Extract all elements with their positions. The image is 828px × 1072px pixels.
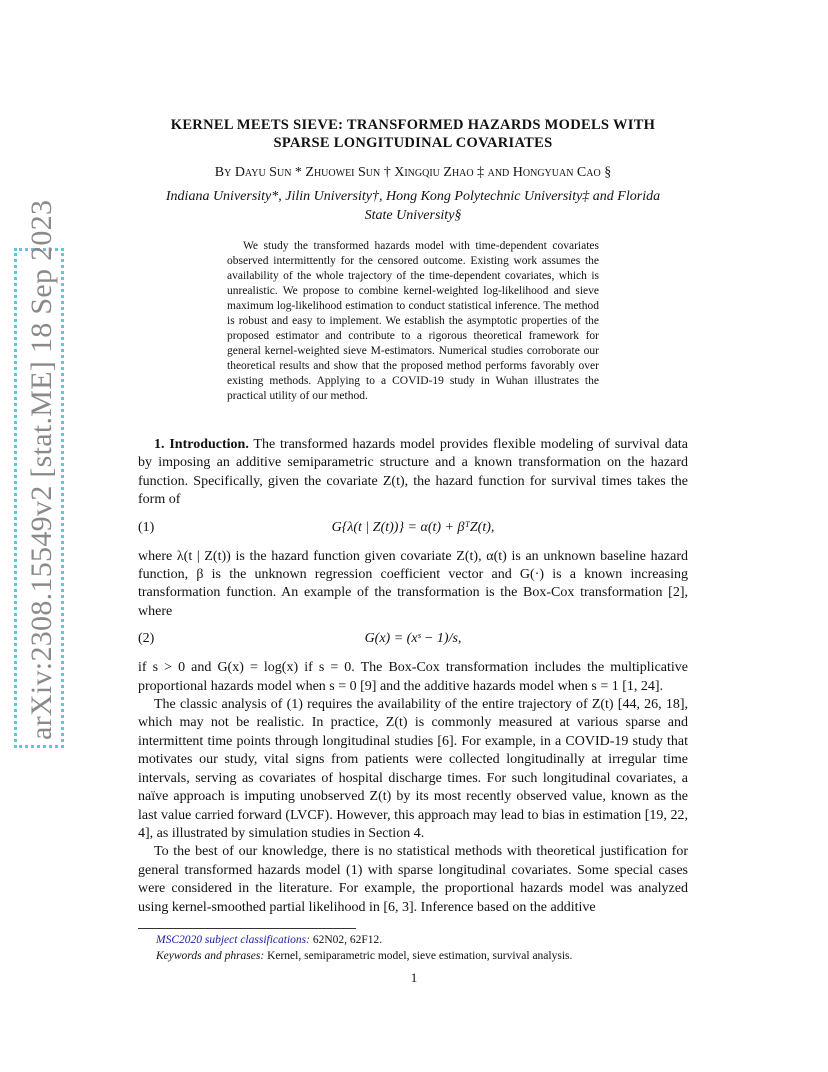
footnote-msc (156, 934, 382, 946)
affiliations: Indiana University*, Jilin University†, Hong Kong Polytechnic University‡ and Florida State University§ (165, 189, 661, 223)
paragraph-2: where λ(t | Z(t)) is the hazard function given covariate Z(t), α(t) is an unknown baseline hazard function, β is the unknown regression coefficient vector and G(·) is a known increasing transformation function. An example of the transformation is the Box-Cox transformation [2], where (138, 548, 688, 619)
arxiv-identifier[interactable]: arXiv:2308.15549v2 [stat.ME] 18 Sep 2023 (25, 199, 58, 740)
keywords-value: Kernel, semiparametric model, sieve estimation, survival analysis. (267, 950, 573, 962)
authors: By Dayu Sun * Zhuowei Sun † Xingqiu Zhao ‡ and Hongyuan Cao § (214, 165, 612, 180)
paper-title (138, 116, 688, 152)
page-number: 1 (410, 970, 418, 985)
msc-link[interactable]: MSC2020 subject classifications: (156, 934, 310, 946)
footnote-keywords (156, 950, 572, 962)
intro-paragraph (138, 436, 688, 510)
equation-2-number: (2) (138, 631, 155, 647)
title-line-2: SPARSE LONGITUDINAL COVARIATES (273, 135, 553, 151)
equation-2 (138, 621, 688, 659)
abstract: We study the transformed hazards model with time-dependent covariates observed intermittently for the censored outcome. Existing work assumes the availability of the whole trajectory of the time-dependent covariates, which is unrealistic. We propose to combine kernel-weighted log-likelihood and sieve maximum log-likelihood estimation to conduct statistical inference. The method is robust and easy to implement. We establish the asymptotic properties of the proposed estimator and contribute to a rigorous theoretical framework for general kernel-weighted sieve M-estimators. Numerical studies corroborate our theoretical results and show that the proposed method performs favorably over existing methods. Applying to a COVID-19 study in Wuhan illustrates the practical utility of our method. (227, 240, 599, 402)
equation-1 (138, 510, 688, 548)
equation-1-number: (1) (138, 519, 155, 535)
equation-2-body: G(x) = (xˢ − 1)/s, (364, 631, 462, 647)
footnote-rule (138, 928, 356, 929)
paragraph-3: if s > 0 and G(x) = log(x) if s = 0. The Box-Cox transformation includes the multiplicative proportional hazards model when s = 0 [9] and the additive hazards model when s = 1 [1, 24]. (138, 660, 688, 694)
section-heading: 1. Introduction. (154, 437, 249, 452)
msc-codes: 62N02, 62F12. (312, 934, 383, 946)
paper-page (138, 110, 688, 917)
intro-text: The transformed hazards model provides flexible modeling of survival data by imposing an additive semiparametric structure and a known transformation on the hazard function. Specifically, given the covariate Z(t), the hazard function for survival times takes the form of (138, 437, 689, 508)
paragraph-4: The classic analysis of (1) requires the availability of the entire trajectory of Z(t) [44, 26, 18], which may not be realistic. In practice, Z(t) is commonly measured at various sparse and intermittent time points through longitudinal studies [6]. For example, in a COVID-19 study that motivates our study, vital signs from patients were collected longitudinally at irregular time intervals, serving as covariates of hospital discharge times. For such longitudinal covariates, a naïve approach is imputing unobserved Z(t) by its most recently observed value, known as the last value carried forward (LVCF). However, this approach may lead to bias in estimation [19, 22, 4], as illustrated by simulation studies in Section 4. (138, 697, 688, 841)
keywords-label: Keywords and phrases: (156, 950, 265, 962)
paragraph-5: To the best of our knowledge, there is no statistical methods with theoretical justification for general transformed hazards model (1) with sparse longitudinal covariates. Some special cases were considered in the literature. For example, the proportional hazards model was analyzed using kernel-smoothed partial likelihood in [6, 3]. Inference based on the additive (138, 844, 688, 915)
equation-1-body: G{λ(t | Z(t))} = α(t) + βᵀZ(t), (331, 519, 495, 535)
title-line-1: KERNEL MEETS SIEVE: TRANSFORMED HAZARDS MODELS WITH (170, 117, 656, 133)
